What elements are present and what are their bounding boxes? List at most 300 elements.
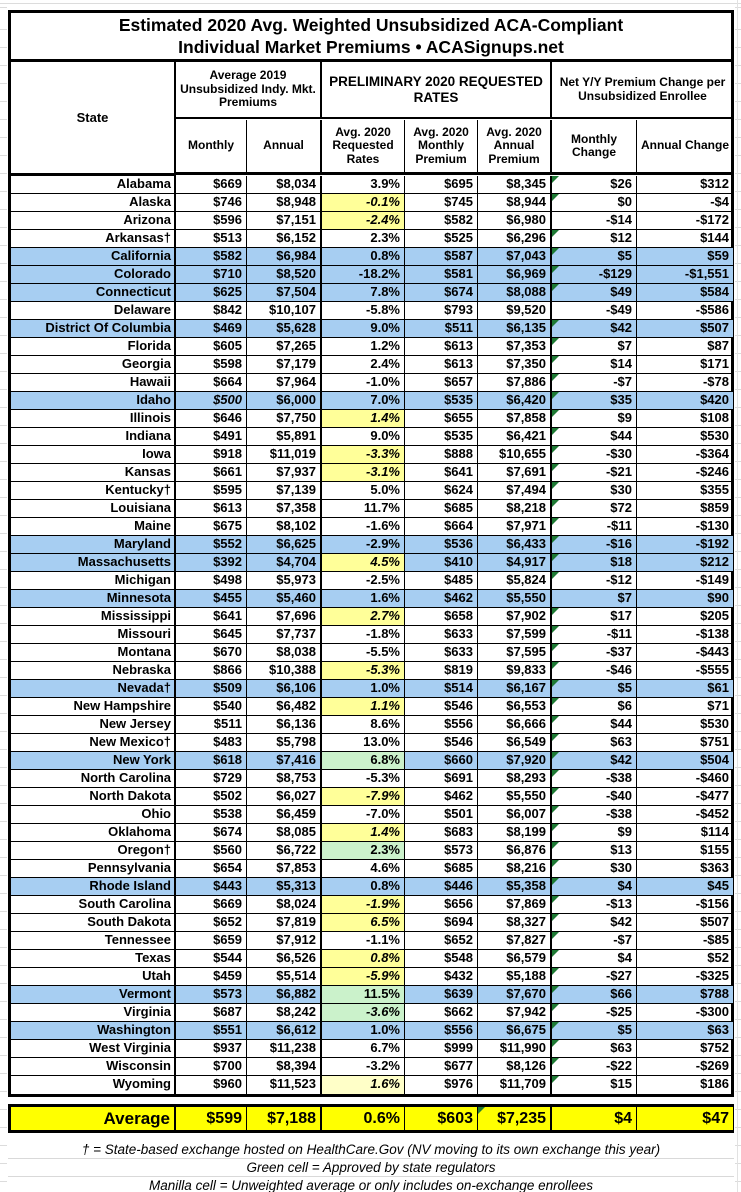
monthly-2019-cell[interactable]: $652 — [176, 914, 247, 932]
monthly-premium-2020-cell[interactable]: $432 — [405, 968, 478, 986]
requested-rate-cell[interactable]: 1.4% — [322, 410, 405, 428]
state-cell[interactable]: California — [11, 248, 176, 266]
monthly-premium-2020-cell[interactable]: $657 — [405, 374, 478, 392]
monthly-2019-cell[interactable]: $710 — [176, 266, 247, 284]
state-cell[interactable]: Connecticut — [11, 284, 176, 302]
monthly-premium-2020-cell[interactable]: $525 — [405, 230, 478, 248]
state-cell[interactable]: North Dakota — [11, 788, 176, 806]
monthly-change-cell[interactable]: -$30 — [552, 446, 637, 464]
state-cell[interactable]: Kentucky† — [11, 482, 176, 500]
monthly-2019-cell[interactable]: $392 — [176, 554, 247, 572]
annual-change-cell[interactable]: -$4 — [637, 194, 733, 212]
requested-rate-cell[interactable]: -3.3% — [322, 446, 405, 464]
annual-2019-cell[interactable]: $6,027 — [247, 788, 322, 806]
monthly-2019-cell[interactable]: $469 — [176, 320, 247, 338]
monthly-premium-2020-cell[interactable]: $655 — [405, 410, 478, 428]
requested-rate-cell[interactable]: -1.9% — [322, 896, 405, 914]
annual-2019-cell[interactable]: $6,625 — [247, 536, 322, 554]
monthly-change-cell[interactable]: -$21 — [552, 464, 637, 482]
annual-premium-2020-cell[interactable]: $8,199 — [478, 824, 552, 842]
monthly-change-cell[interactable]: -$129 — [552, 266, 637, 284]
monthly-premium-2020-cell[interactable]: $587 — [405, 248, 478, 266]
monthly-change-cell[interactable]: -$46 — [552, 662, 637, 680]
annual-2019-cell[interactable]: $8,085 — [247, 824, 322, 842]
annual-2019-cell[interactable]: $6,106 — [247, 680, 322, 698]
annual-change-cell[interactable]: $363 — [637, 860, 733, 878]
state-cell[interactable]: Arizona — [11, 212, 176, 230]
requested-rate-cell[interactable]: 9.0% — [322, 320, 405, 338]
annual-premium-2020-cell[interactable]: $9,520 — [478, 302, 552, 320]
monthly-change-cell[interactable]: -$11 — [552, 518, 637, 536]
monthly-2019-cell[interactable]: $746 — [176, 194, 247, 212]
monthly-2019-cell[interactable]: $552 — [176, 536, 247, 554]
monthly-change-cell[interactable]: $35 — [552, 392, 637, 410]
state-cell[interactable]: Hawaii — [11, 374, 176, 392]
state-cell[interactable]: Arkansas† — [11, 230, 176, 248]
monthly-2019-cell[interactable]: $511 — [176, 716, 247, 734]
annual-2019-cell[interactable]: $6,136 — [247, 716, 322, 734]
monthly-2019-cell[interactable]: $509 — [176, 680, 247, 698]
annual-2019-cell[interactable]: $6,984 — [247, 248, 322, 266]
monthly-premium-2020-cell[interactable]: $683 — [405, 824, 478, 842]
annual-change-cell[interactable]: $71 — [637, 698, 733, 716]
monthly-premium-2020-cell[interactable]: $685 — [405, 500, 478, 518]
state-cell[interactable]: Virginia — [11, 1004, 176, 1022]
requested-rate-cell[interactable]: -3.1% — [322, 464, 405, 482]
annual-premium-2020-cell[interactable]: $6,167 — [478, 680, 552, 698]
requested-rate-cell[interactable]: 7.8% — [322, 284, 405, 302]
annual-change-cell[interactable]: -$300 — [637, 1004, 733, 1022]
annual-premium-2020-cell[interactable]: $7,353 — [478, 338, 552, 356]
annual-premium-2020-cell[interactable]: $8,218 — [478, 500, 552, 518]
annual-premium-2020-cell[interactable]: $6,579 — [478, 950, 552, 968]
annual-2019-cell[interactable]: $8,948 — [247, 194, 322, 212]
requested-rate-cell[interactable]: -2.4% — [322, 212, 405, 230]
monthly-2019-cell[interactable]: $687 — [176, 1004, 247, 1022]
requested-rate-cell[interactable]: 0.8% — [322, 878, 405, 896]
monthly-change-cell[interactable]: -$7 — [552, 374, 637, 392]
monthly-change-cell[interactable]: $7 — [552, 338, 637, 356]
monthly-premium-2020-cell[interactable]: $536 — [405, 536, 478, 554]
annual-premium-2020-cell[interactable]: $5,824 — [478, 572, 552, 590]
monthly-change-cell[interactable]: -$40 — [552, 788, 637, 806]
state-cell[interactable]: Mississippi — [11, 608, 176, 626]
monthly-premium-2020-cell[interactable]: $613 — [405, 338, 478, 356]
annual-premium-2020-cell[interactable]: $6,969 — [478, 266, 552, 284]
annual-change-cell[interactable]: -$460 — [637, 770, 733, 788]
monthly-change-cell[interactable]: $44 — [552, 716, 637, 734]
monthly-2019-cell[interactable]: $443 — [176, 878, 247, 896]
monthly-premium-2020-cell[interactable]: $535 — [405, 428, 478, 446]
annual-2019-cell[interactable]: $7,937 — [247, 464, 322, 482]
monthly-2019-cell[interactable]: $729 — [176, 770, 247, 788]
average-annual-change-cell[interactable]: $47 — [637, 1107, 733, 1130]
monthly-2019-cell[interactable]: $595 — [176, 482, 247, 500]
annual-2019-cell[interactable]: $4,704 — [247, 554, 322, 572]
monthly-2019-cell[interactable]: $866 — [176, 662, 247, 680]
annual-change-cell[interactable]: $186 — [700, 1076, 729, 1091]
annual-2019-cell[interactable]: $7,151 — [247, 212, 322, 230]
monthly-2019-cell[interactable]: $700 — [176, 1058, 247, 1076]
annual-change-cell[interactable]: -$269 — [637, 1058, 733, 1076]
state-cell[interactable]: Alabama — [11, 176, 176, 194]
annual-2019-cell[interactable]: $5,628 — [247, 320, 322, 338]
state-cell[interactable]: South Dakota — [11, 914, 176, 932]
state-cell[interactable]: Texas — [11, 950, 176, 968]
annual-2019-cell[interactable]: $7,696 — [247, 608, 322, 626]
average-monthly-2020-cell[interactable]: $603 — [405, 1107, 478, 1130]
annual-2019-cell[interactable]: $5,514 — [247, 968, 322, 986]
annual-2019-cell[interactable]: $7,139 — [247, 482, 322, 500]
annual-change-cell[interactable]: -$555 — [637, 662, 733, 680]
annual-change-cell[interactable]: $355 — [637, 482, 733, 500]
annual-2019-cell[interactable]: $5,973 — [247, 572, 322, 590]
monthly-2019-cell[interactable]: $645 — [176, 626, 247, 644]
requested-rate-cell[interactable]: 2.4% — [322, 356, 405, 374]
monthly-2019-cell[interactable]: $937 — [176, 1040, 247, 1058]
annual-premium-2020-cell[interactable]: $7,595 — [478, 644, 552, 662]
annual-2019-cell[interactable]: $6,612 — [247, 1022, 322, 1040]
requested-rate-cell[interactable]: -5.5% — [322, 644, 405, 662]
monthly-2019-cell[interactable]: $669 — [176, 896, 247, 914]
annual-change-cell[interactable]: $507 — [637, 914, 733, 932]
average-monthly-2019-cell[interactable]: $599 — [176, 1107, 247, 1130]
state-cell[interactable]: Louisiana — [11, 500, 176, 518]
monthly-change-cell[interactable]: $44 — [552, 428, 637, 446]
monthly-premium-2020-cell[interactable]: $664 — [405, 518, 478, 536]
monthly-premium-2020-cell[interactable]: $501 — [405, 806, 478, 824]
annual-change-cell[interactable]: $312 — [637, 176, 733, 194]
annual-premium-2020-cell[interactable]: $8,944 — [478, 194, 552, 212]
requested-rate-cell[interactable]: -1.6% — [322, 518, 405, 536]
annual-change-cell[interactable]: -$246 — [637, 464, 733, 482]
annual-change-cell[interactable]: $61 — [637, 680, 733, 698]
monthly-premium-2020-cell[interactable]: $546 — [405, 734, 478, 752]
monthly-change-cell[interactable]: -$25 — [552, 1004, 637, 1022]
monthly-change-cell[interactable]: $9 — [552, 824, 637, 842]
annual-premium-2020-cell[interactable]: $8,345 — [478, 176, 552, 194]
annual-premium-2020-cell[interactable]: $11,990 — [478, 1040, 552, 1058]
monthly-premium-2020-cell[interactable]: $613 — [405, 356, 478, 374]
annual-premium-2020-cell[interactable]: $7,971 — [478, 518, 552, 536]
annual-2019-cell[interactable]: $6,722 — [247, 842, 322, 860]
annual-2019-cell[interactable]: $8,038 — [247, 644, 322, 662]
state-cell[interactable]: Indiana — [11, 428, 176, 446]
annual-premium-2020-cell[interactable]: $7,350 — [478, 356, 552, 374]
monthly-2019-cell[interactable]: $842 — [176, 302, 247, 320]
state-cell[interactable]: North Carolina — [11, 770, 176, 788]
requested-rate-cell[interactable]: -0.1% — [322, 194, 405, 212]
monthly-change-cell[interactable]: -$49 — [552, 302, 637, 320]
requested-rate-cell[interactable]: -18.2% — [322, 266, 405, 284]
requested-rate-cell[interactable]: -5.8% — [322, 302, 405, 320]
requested-rate-cell[interactable]: -1.8% — [322, 626, 405, 644]
annual-change-cell[interactable]: -$325 — [637, 968, 733, 986]
monthly-premium-2020-cell[interactable]: $999 — [405, 1040, 478, 1058]
annual-premium-2020-cell[interactable]: $4,917 — [478, 554, 552, 572]
monthly-2019-cell[interactable]: $560 — [176, 842, 247, 860]
monthly-change-cell[interactable]: $42 — [552, 752, 637, 770]
annual-premium-2020-cell[interactable]: $7,494 — [478, 482, 552, 500]
monthly-premium-2020-cell[interactable]: $535 — [405, 392, 478, 410]
monthly-2019-cell[interactable]: $641 — [176, 608, 247, 626]
monthly-2019-cell[interactable]: $654 — [176, 860, 247, 878]
annual-2019-cell[interactable]: $6,152 — [247, 230, 322, 248]
annual-premium-2020-cell[interactable]: $7,043 — [478, 248, 552, 266]
state-cell[interactable]: Pennsylvania — [11, 860, 176, 878]
annual-premium-2020-cell[interactable]: $7,670 — [478, 986, 552, 1004]
requested-rate-cell[interactable]: 8.6% — [322, 716, 405, 734]
requested-rate-cell[interactable]: 1.4% — [322, 824, 405, 842]
monthly-premium-2020-cell[interactable]: $446 — [405, 878, 478, 896]
monthly-2019-cell[interactable]: $661 — [176, 464, 247, 482]
monthly-2019-cell[interactable]: $664 — [176, 374, 247, 392]
monthly-premium-2020-cell[interactable]: $652 — [405, 932, 478, 950]
annual-change-cell[interactable]: $788 — [637, 986, 733, 1004]
monthly-change-cell[interactable]: -$13 — [552, 896, 637, 914]
monthly-premium-2020-cell[interactable]: $581 — [405, 266, 478, 284]
monthly-2019-cell[interactable]: $918 — [176, 446, 247, 464]
state-cell[interactable]: Alaska — [11, 194, 176, 212]
state-cell[interactable]: Nebraska — [11, 662, 176, 680]
annual-change-cell[interactable]: $212 — [637, 554, 733, 572]
monthly-change-cell[interactable]: $5 — [552, 680, 637, 698]
annual-premium-2020-cell[interactable]: $7,599 — [478, 626, 552, 644]
monthly-2019-cell[interactable]: $540 — [176, 698, 247, 716]
monthly-change-cell[interactable]: $72 — [552, 500, 637, 518]
requested-rate-cell[interactable]: -3.2% — [322, 1058, 405, 1076]
monthly-change-cell[interactable]: -$27 — [552, 968, 637, 986]
requested-rate-cell[interactable]: -5.3% — [322, 662, 405, 680]
monthly-change-cell[interactable]: $4 — [552, 950, 637, 968]
monthly-change-cell[interactable]: $42 — [552, 320, 637, 338]
monthly-2019-cell[interactable]: $598 — [176, 356, 247, 374]
annual-change-cell[interactable]: $114 — [637, 824, 733, 842]
monthly-change-cell[interactable]: $49 — [552, 284, 637, 302]
monthly-premium-2020-cell[interactable]: $658 — [405, 608, 478, 626]
monthly-premium-2020-cell[interactable]: $694 — [405, 914, 478, 932]
state-cell[interactable]: Georgia — [11, 356, 176, 374]
monthly-change-cell[interactable]: -$7 — [552, 932, 637, 950]
annual-change-cell[interactable]: $63 — [637, 1022, 733, 1040]
monthly-premium-2020-cell[interactable]: $462 — [405, 788, 478, 806]
annual-change-cell[interactable]: -$477 — [637, 788, 733, 806]
annual-change-cell[interactable]: -$78 — [637, 374, 733, 392]
annual-change-cell[interactable]: -$586 — [637, 302, 733, 320]
annual-change-cell[interactable]: $108 — [637, 410, 733, 428]
monthly-premium-2020-cell[interactable]: $641 — [405, 464, 478, 482]
monthly-change-cell[interactable]: $30 — [552, 482, 637, 500]
annual-premium-2020-cell[interactable]: $7,886 — [478, 374, 552, 392]
requested-rate-cell[interactable]: 6.8% — [322, 752, 405, 770]
monthly-premium-2020-cell[interactable]: $633 — [405, 626, 478, 644]
state-cell[interactable]: Minnesota — [11, 590, 176, 608]
annual-change-cell[interactable]: -$443 — [637, 644, 733, 662]
state-cell[interactable]: Iowa — [11, 446, 176, 464]
monthly-premium-2020-cell[interactable]: $976 — [405, 1076, 478, 1094]
requested-rate-cell[interactable]: 2.7% — [322, 608, 405, 626]
requested-rate-cell[interactable]: 9.0% — [322, 428, 405, 446]
monthly-premium-2020-cell[interactable]: $485 — [405, 572, 478, 590]
annual-premium-2020-cell[interactable]: $8,126 — [478, 1058, 552, 1076]
annual-2019-cell[interactable]: $7,265 — [247, 338, 322, 356]
state-cell[interactable]: Ohio — [11, 806, 176, 824]
requested-rate-cell[interactable]: 1.6% — [322, 1076, 405, 1094]
annual-premium-2020-cell[interactable]: $5,358 — [478, 878, 552, 896]
requested-rate-cell[interactable]: 7.0% — [322, 392, 405, 410]
annual-change-cell[interactable]: -$156 — [637, 896, 733, 914]
requested-rate-cell[interactable]: 13.0% — [322, 734, 405, 752]
monthly-change-cell[interactable]: $5 — [552, 1022, 637, 1040]
state-cell[interactable]: Wyoming — [11, 1076, 176, 1094]
annual-premium-2020-cell[interactable]: $7,942 — [478, 1004, 552, 1022]
monthly-2019-cell[interactable]: $960 — [176, 1076, 247, 1094]
annual-2019-cell[interactable]: $5,798 — [247, 734, 322, 752]
monthly-change-cell[interactable]: $63 — [552, 1040, 637, 1058]
annual-2019-cell[interactable]: $6,526 — [247, 950, 322, 968]
requested-rate-cell[interactable]: 3.9% — [322, 176, 405, 194]
annual-premium-2020-cell[interactable]: $9,833 — [478, 662, 552, 680]
annual-2019-cell[interactable]: $6,882 — [247, 986, 322, 1004]
annual-2019-cell[interactable]: $7,750 — [247, 410, 322, 428]
monthly-change-cell[interactable]: -$16 — [552, 536, 637, 554]
annual-premium-2020-cell[interactable]: $8,327 — [478, 914, 552, 932]
monthly-2019-cell[interactable]: $674 — [176, 824, 247, 842]
annual-premium-2020-cell[interactable]: $7,827 — [478, 932, 552, 950]
monthly-2019-cell[interactable]: $618 — [176, 752, 247, 770]
monthly-2019-cell[interactable]: $596 — [176, 212, 247, 230]
state-cell[interactable]: Vermont — [11, 986, 176, 1004]
state-cell[interactable]: Kansas — [11, 464, 176, 482]
annual-change-cell[interactable]: $530 — [637, 428, 733, 446]
annual-premium-2020-cell[interactable]: $5,550 — [478, 590, 552, 608]
annual-2019-cell[interactable]: $5,313 — [247, 878, 322, 896]
average-requested-rate-cell[interactable]: 0.6% — [322, 1107, 405, 1130]
annual-2019-cell[interactable]: $11,238 — [247, 1040, 322, 1058]
annual-2019-cell[interactable]: $10,388 — [247, 662, 322, 680]
monthly-premium-2020-cell[interactable]: $695 — [405, 176, 478, 194]
monthly-premium-2020-cell[interactable]: $410 — [405, 554, 478, 572]
monthly-premium-2020-cell[interactable]: $677 — [405, 1058, 478, 1076]
monthly-2019-cell[interactable]: $625 — [176, 284, 247, 302]
annual-premium-2020-cell[interactable]: $7,858 — [478, 410, 552, 428]
monthly-2019-cell[interactable]: $513 — [176, 230, 247, 248]
monthly-premium-2020-cell[interactable]: $462 — [405, 590, 478, 608]
annual-premium-2020-cell[interactable]: $7,691 — [478, 464, 552, 482]
monthly-premium-2020-cell[interactable]: $691 — [405, 770, 478, 788]
requested-rate-cell[interactable]: -2.9% — [322, 536, 405, 554]
state-cell[interactable]: Colorado — [11, 266, 176, 284]
annual-change-cell[interactable]: $859 — [637, 500, 733, 518]
average-monthly-change-cell[interactable]: $4 — [552, 1107, 637, 1130]
state-cell[interactable]: Nevada† — [11, 680, 176, 698]
annual-change-cell[interactable]: $144 — [637, 230, 733, 248]
annual-2019-cell[interactable]: $7,964 — [247, 374, 322, 392]
state-cell[interactable]: Michigan — [11, 572, 176, 590]
requested-rate-cell[interactable]: 6.7% — [322, 1040, 405, 1058]
monthly-premium-2020-cell[interactable]: $582 — [405, 212, 478, 230]
requested-rate-cell[interactable]: 1.2% — [322, 338, 405, 356]
monthly-change-cell[interactable]: $6 — [552, 698, 637, 716]
annual-change-cell[interactable]: -$138 — [637, 626, 733, 644]
monthly-change-cell[interactable]: $13 — [552, 842, 637, 860]
requested-rate-cell[interactable]: 5.0% — [322, 482, 405, 500]
state-cell[interactable]: Oklahoma — [11, 824, 176, 842]
monthly-change-cell[interactable]: $4 — [552, 878, 637, 896]
monthly-2019-cell[interactable]: $551 — [176, 1022, 247, 1040]
monthly-2019-cell[interactable]: $459 — [176, 968, 247, 986]
monthly-change-cell[interactable]: -$37 — [552, 644, 637, 662]
state-cell[interactable]: District Of Columbia — [11, 320, 176, 338]
state-cell[interactable]: Utah — [11, 968, 176, 986]
requested-rate-cell[interactable]: 11.7% — [322, 500, 405, 518]
monthly-premium-2020-cell[interactable]: $674 — [405, 284, 478, 302]
requested-rate-cell[interactable]: -7.9% — [322, 788, 405, 806]
monthly-change-cell[interactable]: $15 — [552, 1076, 637, 1094]
annual-premium-2020-cell[interactable]: $8,088 — [478, 284, 552, 302]
monthly-premium-2020-cell[interactable]: $793 — [405, 302, 478, 320]
monthly-2019-cell[interactable]: $675 — [176, 518, 247, 536]
state-cell[interactable]: Idaho — [11, 392, 176, 410]
state-cell[interactable]: South Carolina — [11, 896, 176, 914]
monthly-change-cell[interactable]: $63 — [552, 734, 637, 752]
requested-rate-cell[interactable]: -5.3% — [322, 770, 405, 788]
annual-change-cell[interactable]: $584 — [637, 284, 733, 302]
annual-change-cell[interactable]: -$192 — [637, 536, 733, 554]
monthly-change-cell[interactable]: $12 — [552, 230, 637, 248]
annual-2019-cell[interactable]: $7,358 — [247, 500, 322, 518]
requested-rate-cell[interactable]: 4.5% — [322, 554, 405, 572]
annual-change-cell[interactable]: -$452 — [637, 806, 733, 824]
monthly-premium-2020-cell[interactable]: $888 — [405, 446, 478, 464]
annual-2019-cell[interactable]: $6,482 — [247, 698, 322, 716]
monthly-2019-cell[interactable]: $659 — [176, 932, 247, 950]
monthly-premium-2020-cell[interactable]: $745 — [405, 194, 478, 212]
annual-2019-cell[interactable]: $7,179 — [247, 356, 322, 374]
annual-2019-cell[interactable]: $8,024 — [247, 896, 322, 914]
state-cell[interactable]: Illinois — [11, 410, 176, 428]
annual-2019-cell[interactable]: $8,102 — [247, 518, 322, 536]
annual-premium-2020-cell[interactable]: $6,420 — [478, 392, 552, 410]
annual-2019-cell[interactable]: $7,416 — [247, 752, 322, 770]
monthly-premium-2020-cell[interactable]: $624 — [405, 482, 478, 500]
monthly-2019-cell[interactable]: $502 — [176, 788, 247, 806]
monthly-2019-cell[interactable]: $669 — [176, 176, 247, 194]
monthly-premium-2020-cell[interactable]: $662 — [405, 1004, 478, 1022]
annual-2019-cell[interactable]: $5,891 — [247, 428, 322, 446]
annual-change-cell[interactable]: -$85 — [637, 932, 733, 950]
state-cell[interactable]: New Hampshire — [11, 698, 176, 716]
average-label[interactable]: Average — [11, 1107, 176, 1130]
state-cell[interactable]: Massachusetts — [11, 554, 176, 572]
monthly-change-cell[interactable]: $42 — [552, 914, 637, 932]
monthly-2019-cell[interactable]: $498 — [176, 572, 247, 590]
requested-rate-cell[interactable]: 4.6% — [322, 860, 405, 878]
annual-change-cell[interactable]: $59 — [637, 248, 733, 266]
annual-2019-cell[interactable]: $8,753 — [247, 770, 322, 788]
monthly-2019-cell[interactable]: $538 — [176, 806, 247, 824]
state-cell[interactable]: New Jersey — [11, 716, 176, 734]
state-cell[interactable]: Delaware — [11, 302, 176, 320]
annual-change-cell[interactable]: $751 — [637, 734, 733, 752]
monthly-change-cell[interactable]: $5 — [552, 248, 637, 266]
annual-premium-2020-cell[interactable]: $11,709 — [478, 1076, 552, 1094]
state-cell[interactable]: New Mexico† — [11, 734, 176, 752]
requested-rate-cell[interactable]: 11.5% — [322, 986, 405, 1004]
annual-2019-cell[interactable]: $7,737 — [247, 626, 322, 644]
monthly-premium-2020-cell[interactable]: $548 — [405, 950, 478, 968]
monthly-change-cell[interactable]: -$38 — [552, 806, 637, 824]
